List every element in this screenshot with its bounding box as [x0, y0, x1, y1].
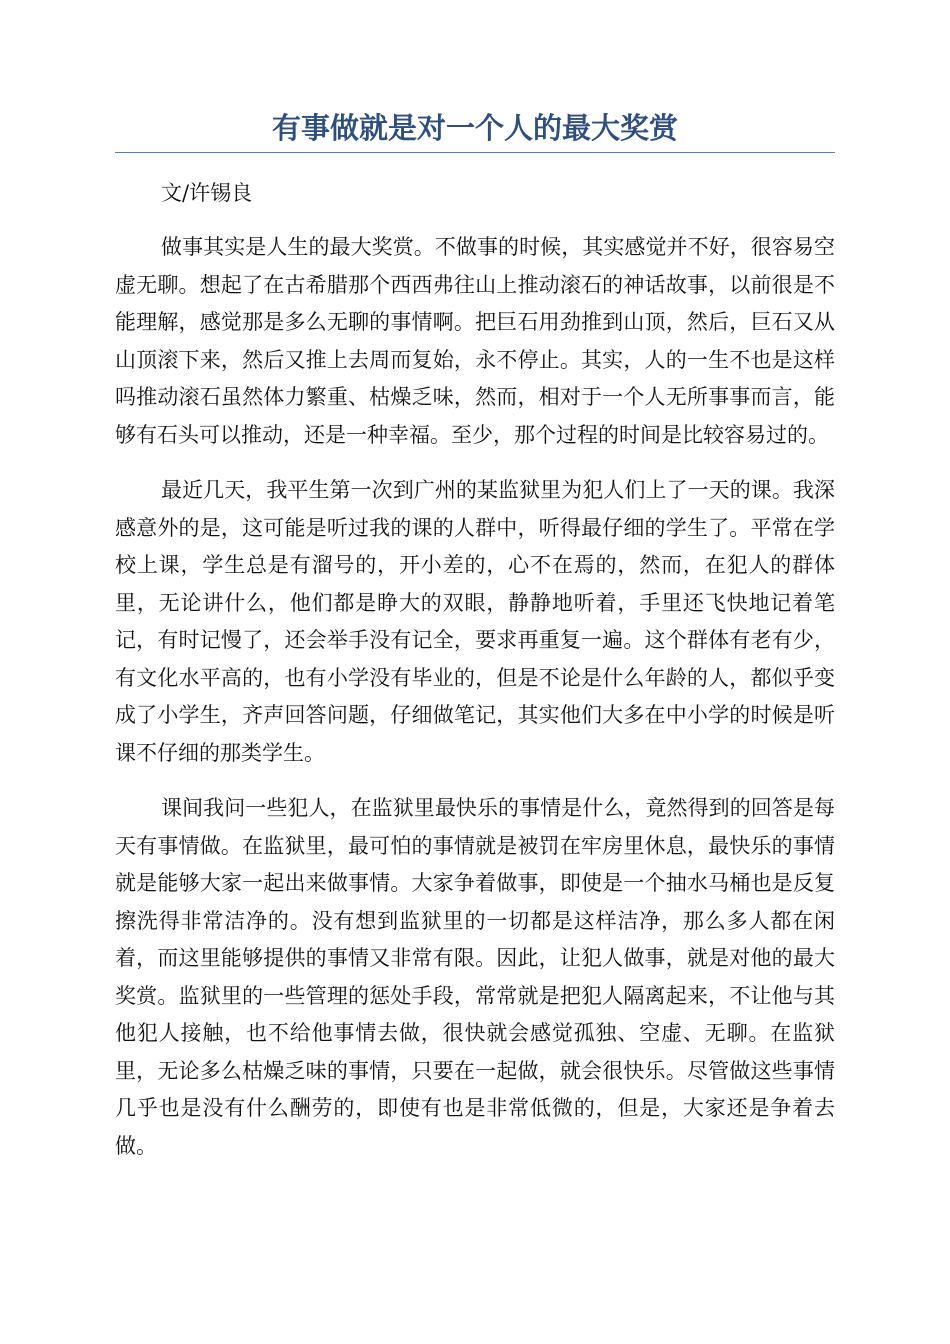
paragraph-1: 做事其实是人生的最大奖赏。不做事的时候，其实感觉并不好，很容易空虚无聊。想起了在古希腊那个西西弗往山上推动滚石的神话故事，以前很是不能理解，感觉那是多么无聊的事情啊。把巨石用劲推到山顶，然后，巨石又从山顶滚下来，然后又推上去周而复始，永不停止。其实，人的一生不也是这样吗推动滚石虽然体力繁重、枯燥乏味，然而，相对于一个人无所事事而言，能够有石头可以推动，还是一种幸福。至少，那个过程的时间是比较容易过的。 — [115, 235, 835, 447]
document-page — [115, 108, 835, 1165]
paragraph-2: 最近几天，我平生第一次到广州的某监狱里为犯人们上了一天的课。我深感意外的是，这可能是听过我的课的人群中，听得最仔细的学生了。平常在学校上课，学生总是有溜号的，开小差的，心不在焉的，然而，在犯人的群体里，无论讲什么，他们都是睁大的双眼，静静地听着，手里还飞快地记着笔记，有时记慢了，还会举手没有记全，要求再重复一遍。这个群体有老有少，有文化水平高的，也有小学没有毕业的，但是不论是什么年龄的人，都似乎变成了小学生，齐声回答问题，仔细做笔记，其实他们大多在中小学的时候是听课不仔细的那类学生。 — [115, 478, 835, 765]
author-byline: 文/许锡良 — [161, 181, 253, 205]
paragraph-3: 课间我问一些犯人，在监狱里最快乐的事情是什么，竟然得到的回答是每天有事情做。在监狱里，最可怕的事情就是被罚在牢房里休息，最快乐的事情就是能够大家一起出来做事情。大家争着做事，即使是一个抽水马桶也是反复擦洗得非常洁净的。没有想到监狱里的一切都是这样洁净，那么多人都在闲着，而这里能够提供的事情又非常有限。因此，让犯人做事，就是对他的最大奖赏。监狱里的一些管理的惩处手段，常常就是把犯人隔离起来，不让他与其他犯人接触，也不给他事情去做，很快就会感觉孤独、空虚、无聊。在监狱里，无论多么枯燥乏味的事情，只要在一起做，就会很快乐。尽管做这些事情几乎也是没有什么酬劳的，即使有也是非常低微的，但是，大家还是争着去做。 — [115, 796, 835, 1158]
document-title: 有事做就是对一个人的最大奖赏 — [115, 108, 835, 153]
